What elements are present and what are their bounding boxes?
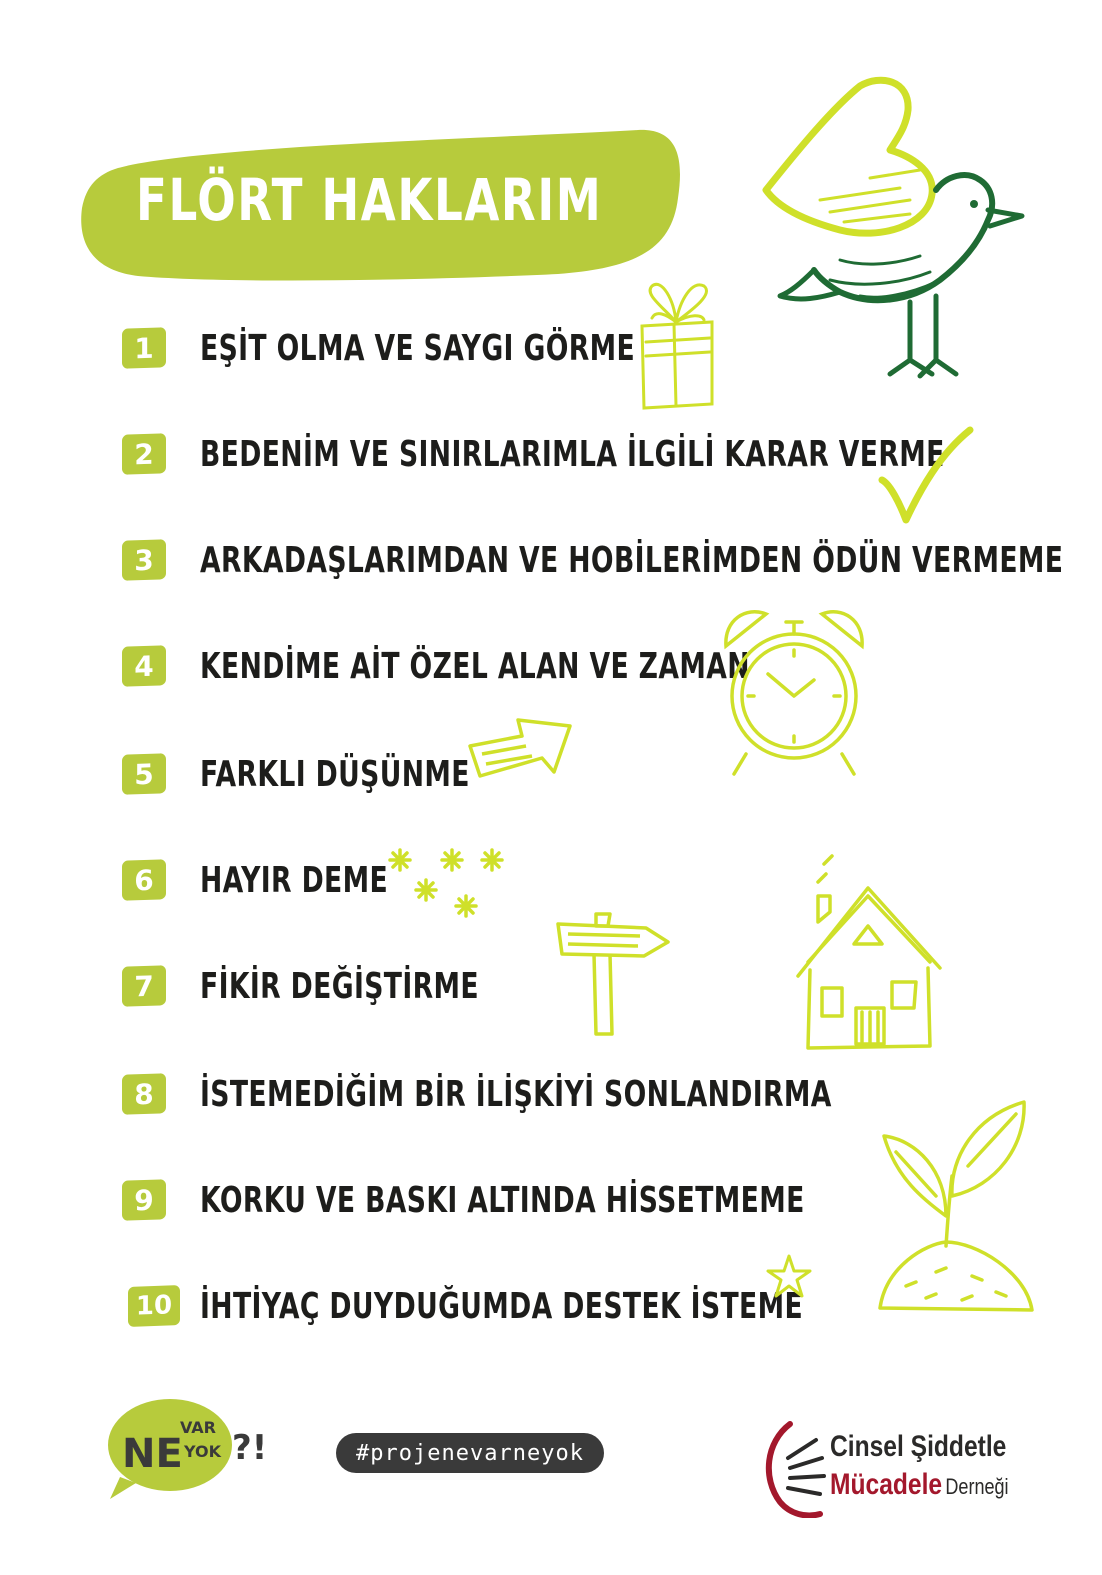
- list-item: [122, 538, 1102, 582]
- hashtag-pill: #projenevarneyok: [336, 1433, 604, 1473]
- right-text: İSTEMEDİĞİM BİR İLİŞKİYİ SONLANDIRMA: [200, 1073, 832, 1115]
- signpost-icon: [550, 906, 674, 1038]
- alarm-clock-icon: [716, 598, 872, 778]
- house-icon: [796, 852, 942, 1054]
- number-badge: 9: [122, 1179, 166, 1221]
- number-badge: 6: [122, 859, 166, 901]
- logo-yok-text: YOK: [184, 1442, 222, 1461]
- page-title: FLÖRT HAKLARIM: [136, 166, 603, 234]
- right-text: KORKU VE BASKI ALTINDA HİSSETMEME: [200, 1179, 805, 1221]
- number-badge: 4: [122, 645, 166, 687]
- right-text: BEDENİM VE SINIRLARIMLA İLGİLİ KARAR VERME: [200, 433, 945, 475]
- right-text: İHTİYAÇ DUYDUĞUMDA DESTEK İSTEME: [200, 1285, 804, 1327]
- logo-ne-text: NE: [122, 1431, 183, 1477]
- checkmark-icon: [876, 424, 976, 528]
- number-badge: 3: [122, 539, 166, 581]
- right-text: FARKLI DÜŞÜNME: [200, 753, 470, 795]
- org-name-highlight: Mücadele: [830, 1468, 943, 1501]
- org-name-rest: Derneği: [945, 1474, 1009, 1499]
- org-logo: [760, 1418, 1050, 1518]
- org-mark-icon: [760, 1418, 830, 1518]
- logo-var-text: VAR: [180, 1418, 216, 1437]
- number-badge: 8: [122, 1073, 166, 1115]
- org-name-line2: [830, 1468, 1009, 1502]
- right-text: HAYIR DEME: [200, 859, 389, 901]
- list-item: [122, 964, 577, 1008]
- bird-with-heart-wing-icon: [760, 70, 1040, 390]
- number-badge: 1: [122, 327, 166, 369]
- sprout-icon: [876, 1096, 1036, 1322]
- right-text: ARKADAŞLARIMDAN VE HOBİLERİMDEN ÖDÜN VERMEME: [200, 539, 1064, 581]
- right-text: KENDİME AİT ÖZEL ALAN VE ZAMAN: [200, 645, 750, 687]
- right-text: EŞİT OLMA VE SAYGI GÖRME: [200, 327, 636, 369]
- star-icon: [764, 1252, 814, 1302]
- number-badge: 10: [128, 1285, 180, 1327]
- number-badge: 7: [122, 965, 166, 1007]
- arrow-icon: [466, 706, 576, 780]
- number-badge: 2: [122, 433, 166, 475]
- project-logo-mark: [100, 1393, 290, 1503]
- number-badge: 5: [122, 753, 166, 795]
- org-name-line1: Cinsel Şiddetle: [830, 1430, 1007, 1463]
- stars-icon: [380, 840, 512, 920]
- project-logo: [100, 1393, 290, 1503]
- logo-marks-text: ?!: [232, 1428, 268, 1468]
- right-text: FİKİR DEĞİŞTİRME: [200, 965, 479, 1007]
- gift-box-icon: [632, 280, 722, 412]
